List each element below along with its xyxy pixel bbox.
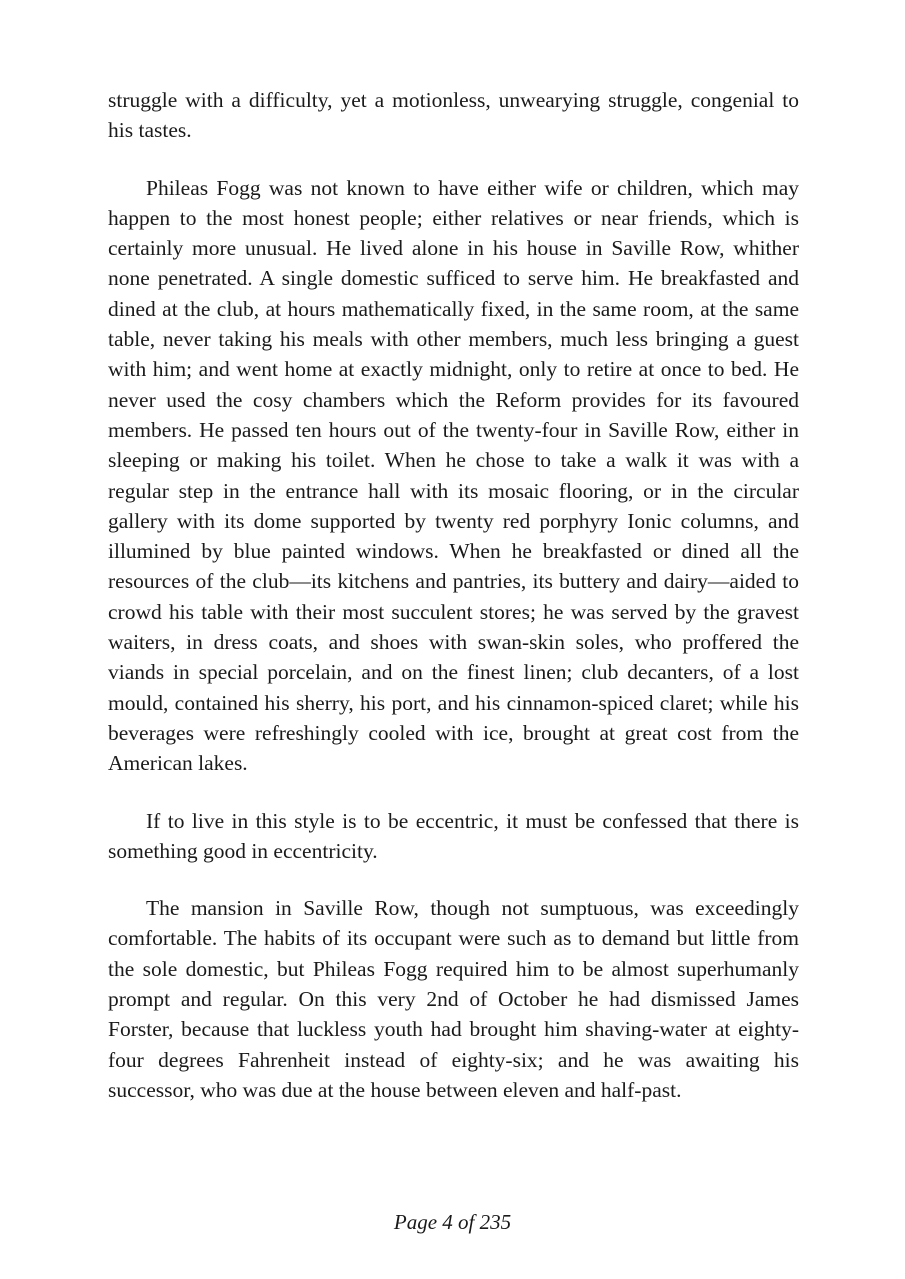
paragraph-fogg-habits: Phileas Fogg was not known to have either wife or children, which may happen to the most honest people; either relatives or near friends, which is certainly more unusual. He lived alone in his house in Saville Row, whither none penetrated. A single domestic sufficed to serve him. He breakfasted and dined at the club, at hours mathematically fixed, in the same room, at the same table, never taking his meals with other members, much less bringing a guest with him; and went home at exactly midnight, only to retire at once to bed. He never used the cosy chambers which the Reform provides for its favoured members. He passed ten hours out of the twenty-four in Saville Row, either in sleeping or making his toilet. When he chose to take a walk it was with a regular step in the entrance hall with its mosaic flooring, or in the circular gallery with its dome supported by twenty red porphyry Ionic columns, and illumined by blue painted windows. When he breakfasted or dined all the resources of the club—its kitchens and pantries, its buttery and dairy—aided to crowd his table with their most succulent stores; he was served by the gravest waiters, in dress coats, and shoes with swan-skin soles, who proffered the viands in special porcelain, and on the finest linen; club decanters, of a lost mould, contained his sherry, his port, and his cinnamon-spiced claret; while his beverages were refreshingly cooled with ice, brought at great cost from the American lakes. [108,175,799,776]
page-body [108,85,799,1132]
paragraph-mansion: The mansion in Saville Row, though not sumptuous, was exceedingly comfortable. The habits of its occupant were such as to demand but little from the sole domestic, but Phileas Fogg required him to be almost superhumanly prompt and regular. On this very 2nd of October he had dismissed James Forster, because that luckless youth had brought him shaving-water at eighty-four degrees Fahrenheit instead of eighty-six; and he was awaiting his successor, who was due at the house between eleven and half-past. [108,896,799,1102]
page-number: Page 4 of 235 [393,1210,512,1234]
paragraph-continued: struggle with a difficulty, yet a motionless, unwearying struggle, congenial to his tastes. [108,88,799,143]
paragraph-eccentricity: If to live in this style is to be eccentric, it must be confessed that there is something good in eccentricity. [108,808,799,863]
